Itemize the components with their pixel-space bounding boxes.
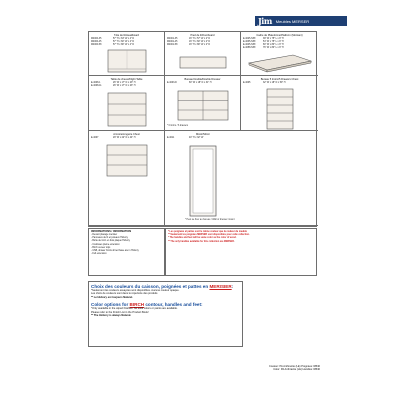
options-line-en: Please refer to the Finish List in the Product Book! <box>91 310 149 314</box>
spec-dims: 29" W x 22" D x 44" H <box>113 137 136 139</box>
cell-mirror <box>165 131 318 226</box>
info-line: - Full extension <box>91 253 107 256</box>
spec-dims: 76" W x 80" L x 9" H <box>263 47 284 49</box>
info-title: INFORMATIONS / INFORMATION <box>91 230 132 233</box>
logo-mark: Jim <box>258 16 272 26</box>
platform-drawing <box>247 53 313 73</box>
cell-lingerie-chest <box>89 131 165 226</box>
spec-dims: 60" W x 80" L x 9" H <box>263 44 284 46</box>
info-box-left <box>88 228 165 276</box>
options-line-en: ** The Hickory is always Natural. <box>91 314 132 318</box>
spec-code: E-4003-D <box>167 82 177 84</box>
info-line: - Panneaux de lit et poteaux Hickory <box>91 237 128 240</box>
options-line-fr: ** Le Hickory est toujours Naturel. <box>91 295 133 299</box>
cell-title: Armoire/Lingerie Chest <box>113 133 140 136</box>
info-box-right <box>165 228 317 276</box>
info-line: - USB, drawer fronts & bed base are in Hickory <box>91 250 139 253</box>
cell-title: Bureau Double/Double Dresser <box>184 78 221 81</box>
info-line: - Devant placage merisier <box>91 234 118 236</box>
spec-code: E-4025-SPF <box>243 38 256 40</box>
spec-code: E-4008-1 <box>91 82 101 84</box>
chest-drawing <box>266 88 294 130</box>
headboard-drawing <box>107 49 147 74</box>
cell-title: Miroir/Mirror <box>196 133 210 136</box>
mirror-drawing <box>189 145 217 217</box>
options-line-fr: *Seulement les couleurs essayées sont disponibles. Aucune couleur opaque. <box>91 289 180 292</box>
spec-code: M4001-35 <box>167 38 178 40</box>
options-heading-fr: Choix des couleurs du caisson, poignées et pattes en MERISIER: <box>91 284 234 289</box>
spec-dims: 26" W x 17" D x 23" H <box>113 82 136 84</box>
logo-text: Meubles MERSER <box>275 18 310 24</box>
spec-dims: 54" W x 75" L x 9" H <box>263 41 284 43</box>
spec-dims: 26" W x 17" D x 23" H <box>113 85 136 87</box>
info-note-en: * The handles and feet will be same color as the color of wood. <box>168 237 237 240</box>
spec-code: M4001-58 <box>167 44 178 46</box>
product-grid <box>88 31 317 227</box>
info-line: - Boîte de tiroir en bois plaqué Hickory <box>91 240 130 243</box>
footer-line-fr: Couleur: PA Anthracite (LE) Poignées: RB40 <box>269 365 320 368</box>
spec-dims: 16" H x 57" W x 2" D <box>189 38 211 40</box>
info-note-fr: ** Seulement les poignées MERSER sont disponibles pour cette collection. <box>168 234 250 237</box>
options-heading-en-suffix: contour, handles and feet: <box>144 302 203 308</box>
spec-code: M4000-35 <box>91 38 102 40</box>
spec-dims: 16" H x 80" W x 2" D <box>189 44 211 46</box>
info-note-fr: * Les poignées et pattes sont le même couleur que la couleur du meuble <box>168 231 247 233</box>
spec-dims: 40" H x 32" W <box>189 137 204 139</box>
dresser-drawing <box>177 90 229 122</box>
cell-title: Tête de lit/Headboard <box>114 34 139 37</box>
cell-headboard <box>89 32 165 76</box>
spec-code: E-4058-SPF <box>243 47 256 49</box>
dresser-note: * 6 tiroirs / 6 drawers <box>167 125 189 127</box>
cell-title: Table de chevet/Night Table <box>110 78 143 81</box>
spec-code: E-4035-SPF <box>243 41 256 43</box>
spec-dims: 16" H x 60" W x 2" D <box>189 41 211 43</box>
nightstand-drawing <box>107 92 147 128</box>
cell-nightstand <box>89 76 165 131</box>
spec-code: E-4008-11 <box>91 85 102 87</box>
spec-dims: 57" H x 60" W x 4" D <box>113 41 135 43</box>
spec-code: M4000-45 <box>91 41 102 43</box>
lingerie-chest-drawing <box>106 144 148 178</box>
info-line: - Birch veneer tops <box>91 246 111 249</box>
spec-code: E-4045-SPF <box>243 44 256 46</box>
footer <box>200 365 320 371</box>
info-line: - Coulisses pleine extension <box>91 243 120 246</box>
options-heading-fr-highlight: MERISIER <box>209 284 232 289</box>
spec-dims: 60" W x 18" D x 31" H <box>189 82 212 84</box>
spec-dims: 32" W x 18" D x 50" H <box>263 82 286 84</box>
options-line-en: *Only available in the wiped finishes. No solid colors or paints are available. <box>91 307 178 311</box>
cell-title: Cadre de Plateforme/Platform (Montant) <box>256 34 303 37</box>
cell-dresser <box>165 76 241 131</box>
spec-code: E-4011 <box>167 137 175 139</box>
spec-dims: 39" W x 75" L x 9" H <box>263 38 284 40</box>
footer-line-en: Color: PA Anthracite (LE) Handles: RB40 <box>273 368 320 371</box>
footboard-drawing <box>179 56 227 70</box>
spec-dims: 57" H x 63" W x 4" D <box>113 38 135 40</box>
options-line-fr: Les choix de couleurs sont dans le répertoire des produits <box>91 292 158 296</box>
cell-title: Pied de lit/Footboard <box>190 34 215 37</box>
spec-code: M4001-45 <box>167 41 178 43</box>
spec-code: E-4005 <box>243 82 251 84</box>
cell-platform <box>241 32 318 76</box>
options-heading-en-prefix: Color options for <box>91 302 130 308</box>
color-options-box <box>88 281 243 347</box>
options-heading-fr-prefix: Choix des couleurs du caisson, poignées et pattes en <box>91 284 210 289</box>
spec-code: E-4007 <box>91 137 99 139</box>
cell-title: Bureau 5 tiroirs/5 Drawers Chest <box>260 78 299 81</box>
mirror-note: * Peut se fixer au bureau / Wall or dresser mount <box>185 219 235 221</box>
spec-dims: 57" H x 80" W x 4" D <box>113 44 135 46</box>
cell-footboard <box>165 32 241 76</box>
brand-logo <box>255 16 347 26</box>
cell-chest <box>241 76 318 131</box>
options-heading-en-highlight: BIRCH <box>129 302 145 308</box>
spec-code: M4000-58 <box>91 44 102 46</box>
info-note-en: ** The only handles available for this collection are MERSER. <box>168 240 235 243</box>
